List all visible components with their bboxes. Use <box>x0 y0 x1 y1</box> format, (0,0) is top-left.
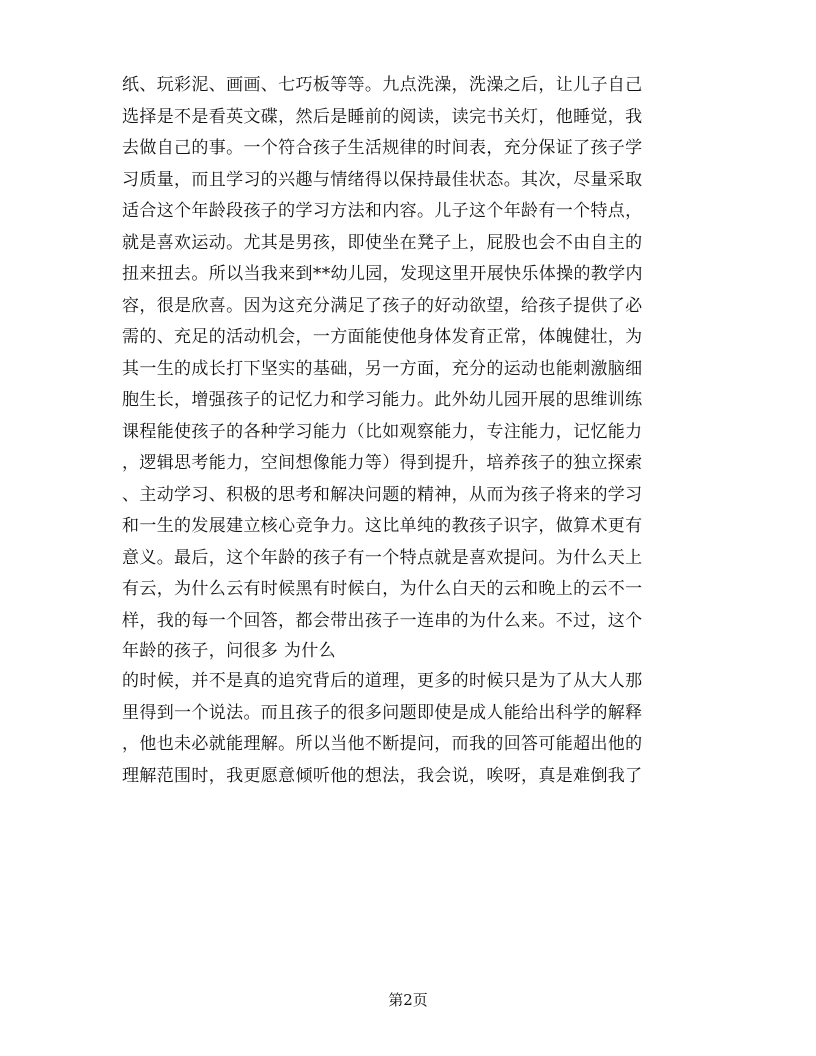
page-number: 第2页 <box>388 991 428 1009</box>
text-line: ，他也未必就能理解。所以当他不断提问，而我的回答可能超出他的 <box>122 734 643 754</box>
text-line: ，逻辑思考能力，空间想像能力等）得到提升，培养孩子的独立探索 <box>122 453 643 473</box>
text-line: 习质量，而且学习的兴趣与情绪得以保持最佳状态。其次，尽量采取 <box>122 169 643 190</box>
text-line: 、主动学习、积极的思考和解决问题的精神，从而为孩子将来的学习 <box>122 484 643 505</box>
text-line: 就是喜欢运动。尤其是男孩，即使坐在凳子上，屁股也会不由自主的 <box>122 232 643 253</box>
text-line: 纸、玩彩泥、画画、七巧板等等。九点洗澡，洗澡之后，让儿子自己 <box>122 75 643 95</box>
text-line: 理解范围时，我更愿意倾听他的想法，我会说，唉呀，真是难倒我了 <box>122 765 643 786</box>
text-line: 需的、充足的活动机会，一方面能使他身体发育正常，体魄健壮，为 <box>122 327 643 347</box>
text-line: 容，很是欣喜。因为这充分满足了孩子的好动欲望，给孩子提供了必 <box>122 295 643 316</box>
text-line: 扭来扭去。所以当我来到**幼儿园，发现这里开展快乐体操的教学内 <box>122 264 643 284</box>
text-line: 选择是不是看英文碟，然后是睡前的阅读，读完书关灯，他睡觉，我 <box>122 106 643 127</box>
text-line: 的时候，并不是真的追究背后的道理，更多的时候只是为了从大人那 <box>122 671 643 691</box>
text-line: 其一生的成长打下坚实的基础，另一方面，充分的运动也能刺激脑细 <box>122 358 643 379</box>
document-body <box>122 70 688 792</box>
text-line: 意义。最后，这个年龄的孩子有一个特点就是喜欢提问。为什么天上 <box>122 547 643 568</box>
text-line: 样，我的每一个回答，都会带出孩子一连串的为什么来。不过，这个 <box>122 610 643 631</box>
text-line: 适合这个年龄段孩子的学习方法和内容。儿子这个年龄有一个特点， <box>122 201 643 221</box>
text-line: 去做自己的事。一个符合孩子生活规律的时间表，充分保证了孩子学 <box>122 138 643 158</box>
text-line: 和一生的发展建立核心竞争力。这比单纯的教孩子识字，做算术更有 <box>122 516 643 536</box>
text-line: 胞生长，增强孩子的记忆力和学习能力。此外幼儿园开展的思维训练 <box>122 390 643 410</box>
text-line: 有云，为什么云有时候黑有时候白，为什么白天的云和晚上的云不一 <box>122 579 643 599</box>
text-line: 课程能使孩子的各种学习能力（比如观察能力，专注能力，记忆能力 <box>122 421 643 442</box>
text-line: 年龄的孩子，问很多 为什么 <box>122 641 336 661</box>
text-line: 里得到一个说法。而且孩子的很多问题即使是成人能给出科学的解释 <box>122 702 643 723</box>
